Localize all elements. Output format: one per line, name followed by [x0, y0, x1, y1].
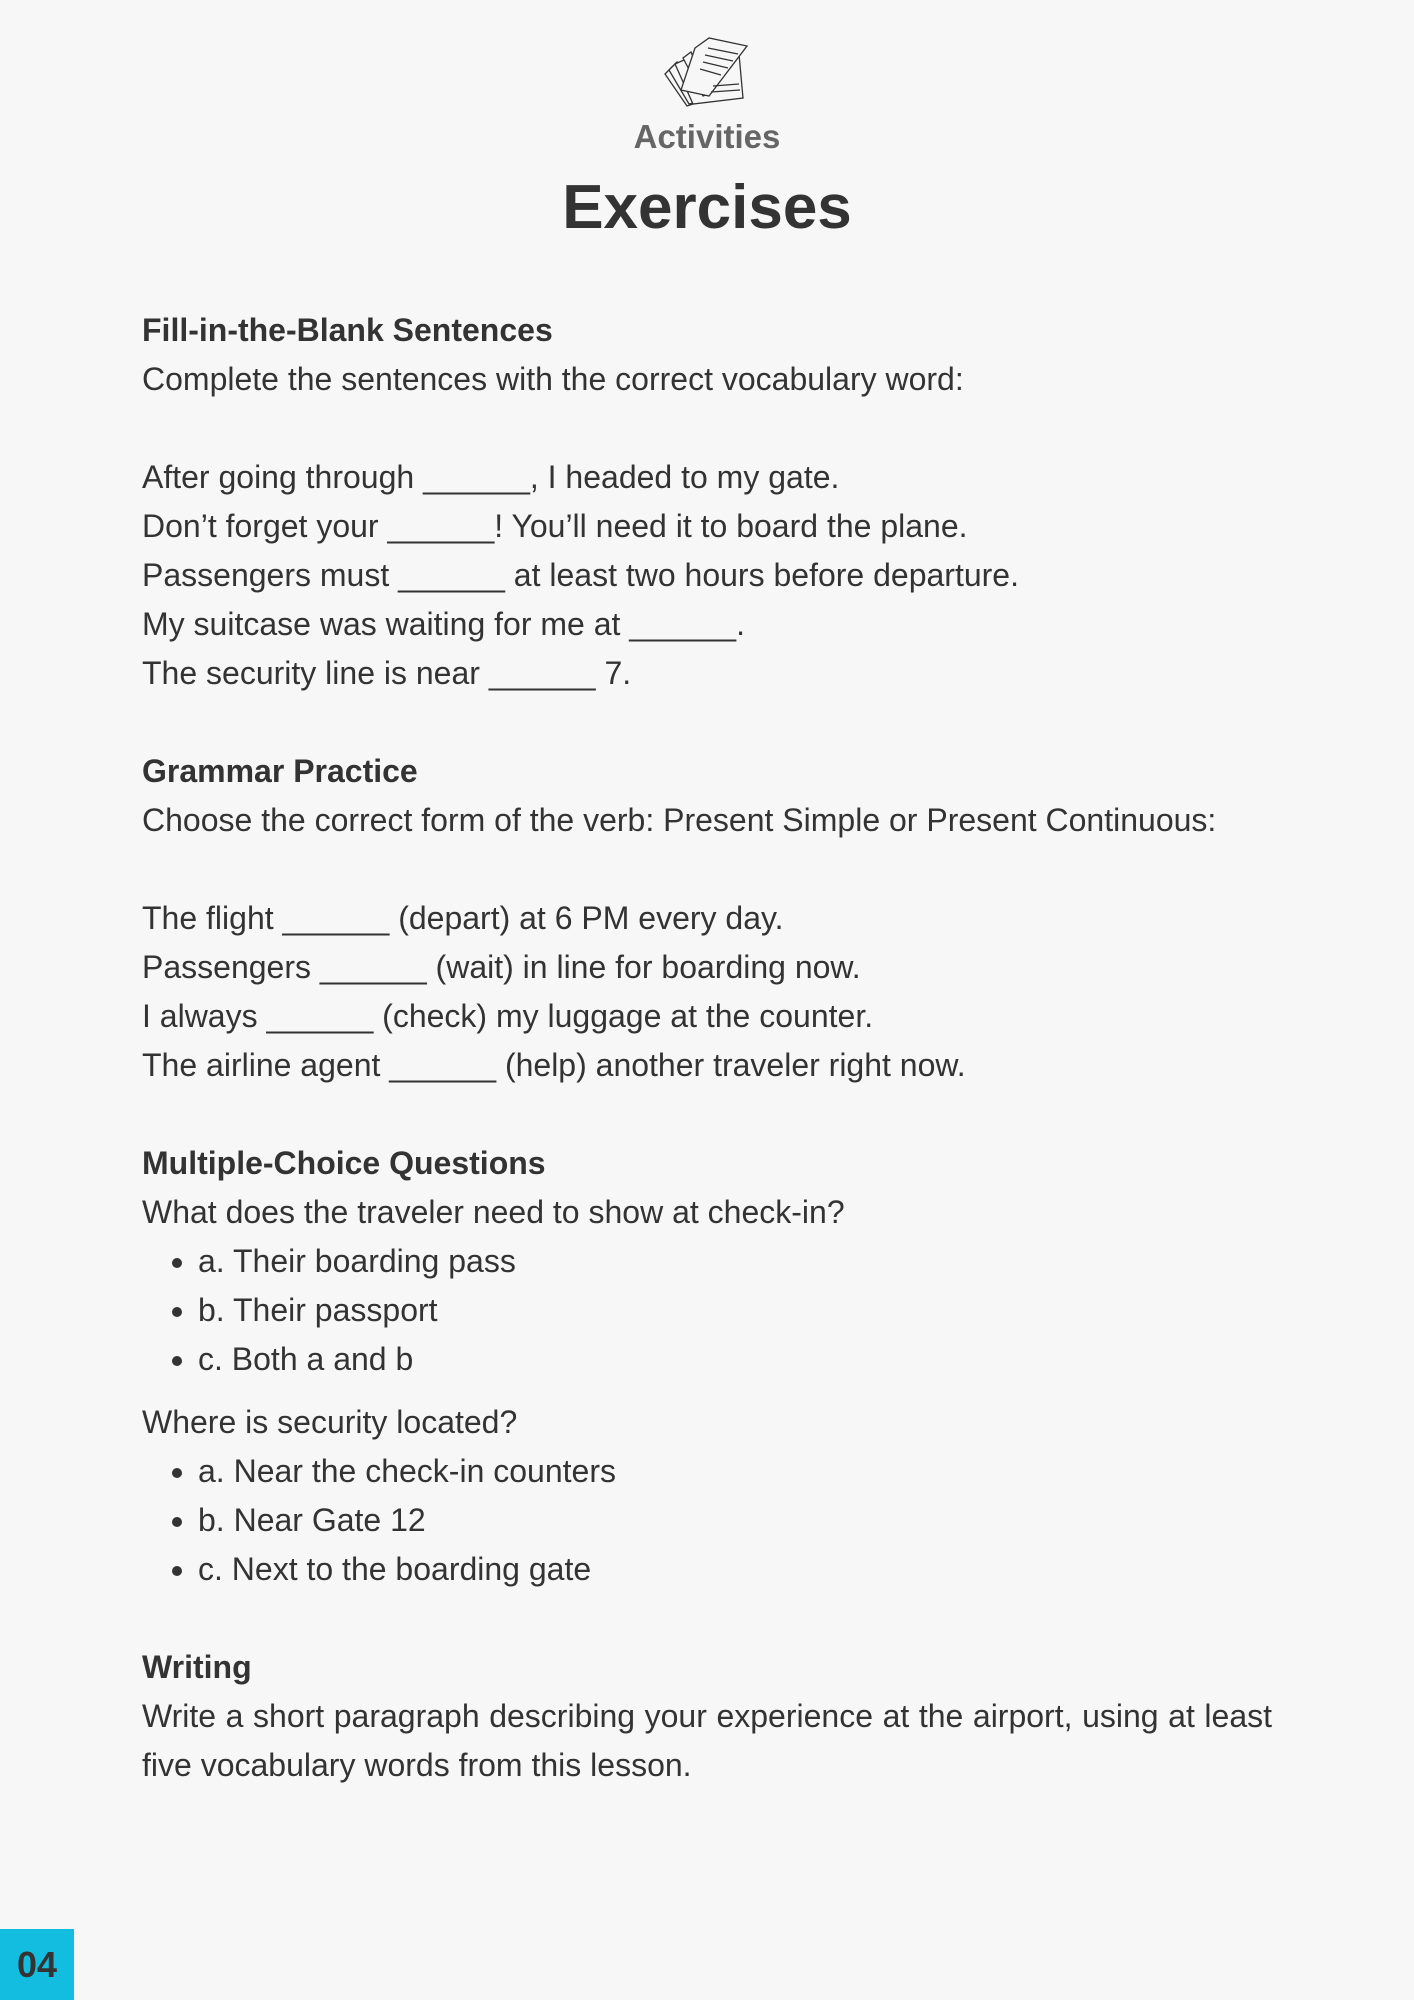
section-kicker: Activities: [633, 118, 781, 155]
writing-section: [142, 1643, 1272, 1790]
question: Where is security located?: [142, 1404, 518, 1440]
page-title: Exercises: [562, 173, 852, 242]
sentence: Passengers ______ (wait) in line for boarding now.: [142, 949, 861, 985]
sentence: The airline agent ______ (help) another traveler right now.: [142, 1047, 966, 1083]
option: • a. Their boarding pass: [198, 1237, 1272, 1286]
sentence: The flight ______ (depart) at 6 PM every day.: [142, 900, 784, 936]
sentence: After going through ______, I headed to my gate.: [142, 459, 840, 495]
question: What does the traveler need to show at check-in?: [142, 1194, 845, 1230]
section-heading: Multiple-Choice Questions: [142, 1145, 546, 1181]
grammar-section: [142, 747, 1272, 1090]
option: • c. Next to the boarding gate: [198, 1545, 1272, 1594]
sentence: Don’t forget your ______! You’ll need it to board the plane.: [142, 508, 968, 544]
section-heading: Writing: [142, 1649, 252, 1685]
sentence: I always ______ (check) my luggage at the counter.: [142, 998, 874, 1034]
option: • b. Their passport: [198, 1286, 1272, 1335]
section-heading: Grammar Practice: [142, 753, 418, 789]
sentence: Passengers must ______ at least two hours before departure.: [142, 557, 1019, 593]
option: • c. Both a and b: [198, 1335, 1272, 1384]
section-heading: Fill-in-the-Blank Sentences: [142, 312, 553, 348]
option: • b. Near Gate 12: [198, 1496, 1272, 1545]
multiple-choice-section: [142, 1139, 1272, 1594]
options-list: [142, 1447, 1272, 1594]
options-list: [142, 1237, 1272, 1384]
instruction: Complete the sentences with the correct vocabulary word:: [142, 361, 964, 397]
sentence: My suitcase was waiting for me at ______.: [142, 606, 745, 642]
sentence: The security line is near ______ 7.: [142, 655, 632, 691]
page-number-badge: 04: [0, 1929, 74, 2000]
instruction: Write a short paragraph describing your experience at the airport, using at least five vocabulary words from this lesson.: [142, 1698, 1272, 1783]
exercises-content: [142, 306, 1272, 1790]
option: • a. Near the check-in counters: [198, 1447, 1272, 1496]
instruction: Choose the correct form of the verb: Present Simple or Present Continuous:: [142, 802, 1217, 838]
documents-icon: [663, 34, 753, 109]
fill-in-blank-section: [142, 306, 1272, 698]
